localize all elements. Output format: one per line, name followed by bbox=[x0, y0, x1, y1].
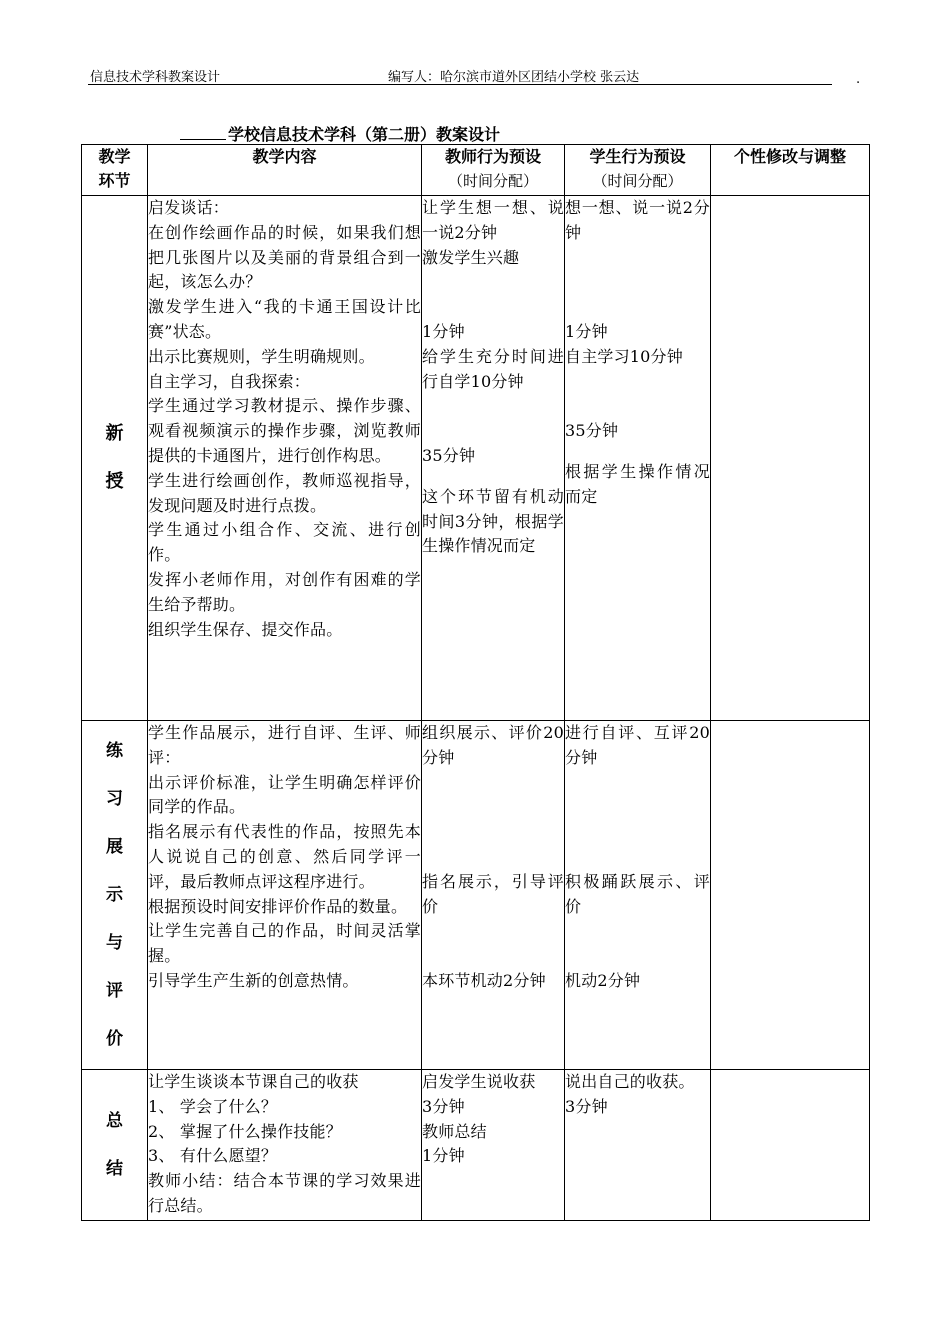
student-line: 积极踊跃展示、评价 bbox=[565, 871, 710, 916]
col-header-content-label: 教学内容 bbox=[252, 147, 317, 166]
spacer bbox=[565, 919, 710, 969]
content-line: 学生通过小组合作、交流、进行创作。 bbox=[148, 520, 421, 565]
content-line: 出示评价标准，让学生明确怎样评价同学的作品。 bbox=[148, 772, 421, 817]
student-line: 35分钟 bbox=[565, 421, 619, 441]
content-line: 激发学生进入“我的卡通王国设计比赛”状态。 bbox=[148, 297, 421, 341]
content-line: 引导学生产生新的创意热情。 bbox=[148, 970, 359, 990]
teacher-line: 3分钟 bbox=[422, 1096, 465, 1116]
col-header-stage-line1: 教学 bbox=[98, 147, 131, 166]
teacher-line: 1分钟 bbox=[422, 1146, 465, 1166]
content-line: 启发谈话： bbox=[148, 198, 230, 217]
stage-char: 价 bbox=[106, 1029, 123, 1049]
teacher-line: 激发学生兴趣 bbox=[422, 247, 520, 267]
stage-char: 结 bbox=[106, 1159, 123, 1179]
student-cell-summary bbox=[565, 1070, 711, 1221]
page-title bbox=[180, 122, 500, 145]
stage-char: 授 bbox=[105, 471, 124, 492]
teacher-cell-summary bbox=[422, 1070, 565, 1221]
teacher-line: 指名展示，引导评价 bbox=[422, 871, 564, 916]
teacher-line: 组织展示、评价20分钟 bbox=[422, 723, 564, 767]
spacer bbox=[565, 771, 710, 870]
student-line: 3分钟 bbox=[565, 1096, 608, 1116]
content-line: 让学生完善自己的作品，时间灵活掌握。 bbox=[148, 921, 421, 966]
student-line: 根据学生操作情况而定 bbox=[565, 461, 710, 506]
content-line: 2、 掌握了什么操作技能？ bbox=[148, 1121, 342, 1141]
stage-char: 新 bbox=[105, 423, 124, 444]
table-row-summary bbox=[82, 1070, 870, 1221]
col-header-teacher bbox=[422, 145, 565, 196]
content-line: 组织学生保存、提交作品。 bbox=[148, 619, 343, 639]
spacer bbox=[422, 771, 564, 870]
col-header-teacher-sub: （时间分配） bbox=[447, 172, 538, 190]
content-line: 根据预设时间安排评价作品的数量。 bbox=[148, 896, 408, 916]
content-cell-practice-evaluation bbox=[148, 721, 422, 1070]
lesson-plan-table bbox=[81, 144, 870, 1221]
student-line: 自主学习10分钟 bbox=[565, 346, 683, 366]
col-header-adjust-label: 个性修改与调整 bbox=[733, 147, 846, 166]
col-header-student-sub: （时间分配） bbox=[592, 172, 683, 190]
stage-cell-new-lesson bbox=[82, 196, 148, 721]
adjust-cell-summary[interactable] bbox=[711, 1070, 870, 1221]
content-line: 指名展示有代表性的作品，按照先本人说说自己的创意、然后同学评一评，最后教师点评这程序进行。 bbox=[148, 822, 421, 891]
header-left: 信息技术学科教案设计 bbox=[90, 70, 221, 85]
content-cell-summary bbox=[148, 1070, 422, 1221]
content-line: 学生进行绘画创作，教师巡视指导，发现问题及时进行点拨。 bbox=[148, 470, 421, 515]
teacher-line: 这个环节留有机动时间3分钟，根据学生操作情况而定 bbox=[422, 486, 564, 556]
header-rule bbox=[88, 84, 832, 85]
teacher-cell-new-lesson bbox=[422, 196, 565, 721]
spacer bbox=[422, 919, 564, 969]
teacher-line: 35分钟 bbox=[422, 445, 476, 465]
header-author: 编写人：哈尔滨市道外区团结小学校 张云达 bbox=[388, 70, 640, 85]
content-line: 在创作绘画作品的时候，如果我们想把几张图片以及美丽的背景组合到一起，该怎么办？ bbox=[148, 222, 421, 292]
stage-char: 总 bbox=[106, 1111, 123, 1131]
table-row-new-lesson bbox=[82, 196, 870, 721]
col-header-content bbox=[148, 145, 422, 196]
teacher-line: 教师总结 bbox=[422, 1121, 487, 1141]
teacher-line: 让学生想一想、说一说2分钟 bbox=[422, 198, 564, 242]
spacer bbox=[565, 370, 710, 420]
stage-char: 习 bbox=[106, 789, 123, 809]
student-line: 机动2分钟 bbox=[565, 970, 641, 990]
stage-char: 展 bbox=[106, 837, 123, 857]
student-line: 说出自己的收获。 bbox=[565, 1072, 695, 1091]
table-row-practice-evaluation bbox=[82, 721, 870, 1070]
col-header-student-label: 学生行为预设 bbox=[589, 147, 686, 166]
content-line: 让学生谈谈本节课自己的收获 bbox=[148, 1072, 359, 1091]
col-header-student bbox=[565, 145, 711, 196]
header-dot: . bbox=[856, 72, 861, 87]
stage-char: 与 bbox=[106, 933, 123, 953]
page-title-text: 学校信息技术学科（第二册）教案设计 bbox=[228, 125, 501, 144]
spacer bbox=[565, 246, 710, 320]
spacer bbox=[422, 469, 564, 485]
content-line: 出示比赛规则，学生明确规则。 bbox=[148, 346, 375, 366]
stage-char: 评 bbox=[106, 981, 123, 1001]
col-header-teacher-label: 教师行为预设 bbox=[444, 147, 541, 166]
stage-char: 示 bbox=[106, 885, 123, 905]
stage-cell-summary bbox=[82, 1070, 148, 1221]
teacher-line: 本环节机动2分钟 bbox=[422, 970, 546, 990]
col-header-stage bbox=[82, 145, 148, 196]
spacer bbox=[422, 394, 564, 444]
adjust-cell-new-lesson[interactable] bbox=[711, 196, 870, 721]
student-line: 想一想、说一说2分钟 bbox=[565, 198, 710, 242]
content-line: 学生通过学习教材提示、操作步骤、观看视频演示的操作步骤，浏览教师提供的卡通图片，进行创作构思。 bbox=[148, 396, 421, 465]
student-cell-practice-evaluation bbox=[565, 721, 711, 1070]
teacher-line: 1分钟 bbox=[422, 321, 465, 341]
col-header-stage-line2: 环节 bbox=[98, 171, 131, 190]
student-line: 1分钟 bbox=[565, 321, 608, 341]
content-line: 教师小结：结合本节课的学习效果进行总结。 bbox=[148, 1171, 421, 1215]
teacher-cell-practice-evaluation bbox=[422, 721, 565, 1070]
stage-char: 练 bbox=[106, 741, 123, 761]
stage-cell-practice-evaluation bbox=[82, 721, 148, 1070]
content-line: 3、 有什么愿望？ bbox=[148, 1146, 278, 1166]
content-line: 学生作品展示，进行自评、生评、师评： bbox=[148, 723, 421, 767]
table-header-row bbox=[82, 145, 870, 196]
col-header-adjust bbox=[711, 145, 870, 196]
content-line: 1、 学会了什么？ bbox=[148, 1096, 278, 1116]
teacher-line: 给学生充分时间进行自学10分钟 bbox=[422, 346, 564, 391]
student-line: 进行自评、互评20分钟 bbox=[565, 723, 710, 767]
content-line: 发挥小老师作用，对创作有困难的学生给予帮助。 bbox=[148, 569, 421, 614]
spacer bbox=[565, 444, 710, 460]
student-cell-new-lesson bbox=[565, 196, 711, 721]
spacer bbox=[422, 270, 564, 320]
content-cell-new-lesson bbox=[148, 196, 422, 721]
school-name-blank bbox=[180, 125, 226, 140]
teacher-line: 启发学生说收获 bbox=[422, 1072, 536, 1091]
adjust-cell-practice-evaluation[interactable] bbox=[711, 721, 870, 1070]
content-line: 自主学习，自我探索： bbox=[148, 371, 311, 391]
